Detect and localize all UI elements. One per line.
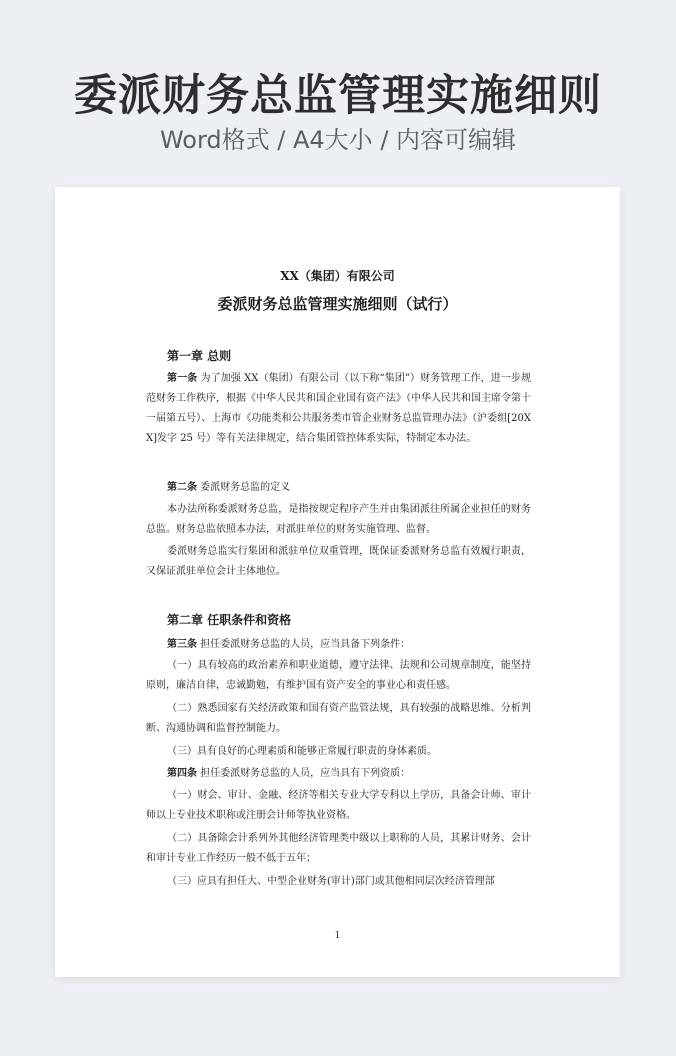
condition-3: （三）具有良好的心理素质和能够正常履行职责的身体素质。 — [167, 746, 437, 757]
qualification-3: （三）应具有担任大、中型企业财务(审计)部门或其他相同层次经济管理部 — [167, 876, 495, 887]
document-page — [55, 187, 620, 977]
definition-paragraph-2: 委派财务总监实行集团和派驻单位双重管理，既保证委派财务总监有效履行职责，又保证派驻单位会计主体地位。 — [146, 546, 531, 577]
article-1 — [146, 369, 531, 449]
article-4-label: 第四条 — [167, 768, 197, 779]
article-2 — [146, 478, 531, 498]
article-2-label: 第二条 — [167, 482, 197, 493]
article-1-text: 为了加强 XX（集团）有限公司（以下称“集团”）财务管理工作，进一步规范财务工作秩序，根据《中华人民共和国企业国有资产法》（中华人民共和国主席令第十一届第五号）、上海市《功能类和公共服务类市管企业财务总监管理办法》（沪委组[20XX]发字 25 号）等有关法律规定，结合集团管控体系实际，特制定本办法。 — [146, 373, 532, 444]
page-number: 1 — [334, 931, 341, 941]
article-4-text: 担任委派财务总监的人员，应当具有下列资质： — [197, 768, 411, 779]
condition-2: （二）熟悉国家有关经济政策和国有资产监管法规，具有较强的战略思维、分析判断、沟通协调和监督控制能力。 — [146, 703, 531, 734]
article-3-text: 担任委派财务总监的人员，应当具备下列条件： — [197, 639, 411, 650]
condition-1: （一）具有较高的政治素养和职业道德，遵守法律、法规和公司规章制度，能坚持原则，廉洁自律，忠诚勤勉，有维护国有资产安全的事业心和责任感。 — [146, 660, 531, 691]
article-1-label: 第一条 — [167, 373, 198, 384]
document-content — [55, 187, 620, 977]
article-3-label: 第三条 — [167, 639, 197, 650]
chapter-1-heading: 第一章 总则 — [167, 349, 232, 363]
banner-title: 委派财务总监管理实施细则 — [74, 71, 602, 121]
article-4 — [146, 764, 531, 784]
chapter-2-heading: 第二章 任职条件和资格 — [167, 613, 292, 627]
document-title: 委派财务总监管理实施细则（试行） — [217, 295, 458, 313]
article-2-text: 委派财务总监的定义 — [197, 482, 291, 493]
article-3 — [146, 635, 531, 655]
definition-paragraph-1: 本办法所称委派财务总监，是指按规定程序产生并由集团派往所属企业担任的财务总监。财务总监依照本办法，对派驻单位的财务实施管理、监督。 — [146, 504, 531, 535]
banner-subtitle: Word格式 / A4大小 / 内容可编辑 — [159, 126, 517, 154]
qualification-2: （二）具备除会计系列外其他经济管理类中级以上职称的人员，其累计财务、会计和审计专业工作经历一般不低于五年； — [146, 833, 531, 864]
company-name: XX（集团）有限公司 — [280, 269, 395, 283]
qualification-1: （一）财会、审计、金融、经济等相关专业大学专科以上学历，具备会计师、审计师以上专业技术职称或注册会计师等执业资格。 — [146, 790, 531, 821]
